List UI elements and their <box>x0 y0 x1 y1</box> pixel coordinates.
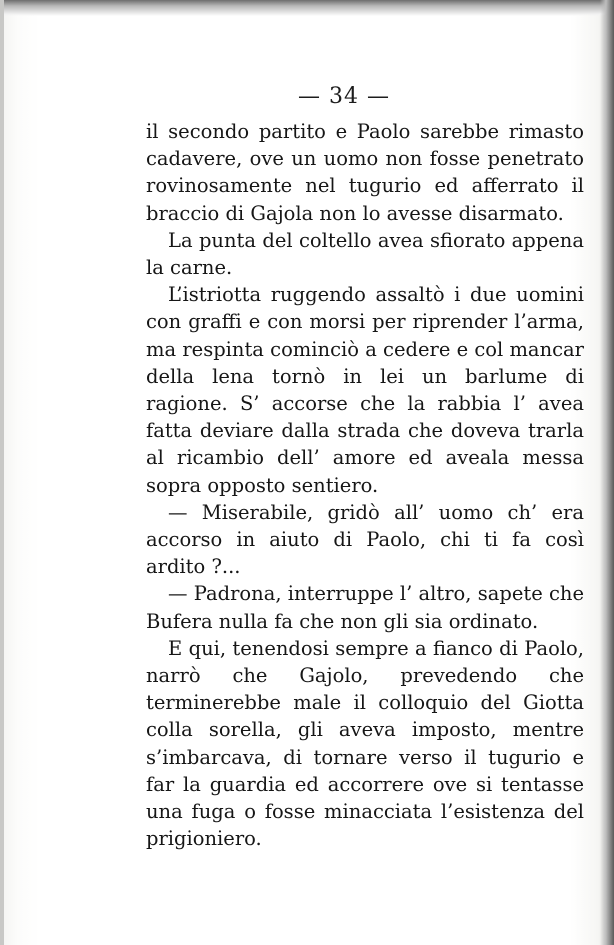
page-text-block <box>146 118 584 852</box>
page-number: — 34 — <box>298 84 390 109</box>
paragraph-4: — Miserabile, gridò all’ uomo ch’ era accorso in aiuto di Paolo, chi ti fa così ardito ?... <box>146 500 584 579</box>
page-left-edge <box>0 0 4 945</box>
paragraph-2: La punta del coltello avea sfiorato appena la carne. <box>146 228 584 280</box>
paragraph-1: il secondo partito e Paolo sarebbe rimasto cadavere, ove un uomo non fosse penetrato rovinosamente nel tugurio ed afferrato il braccio di Gajola non lo avesse disarmato. <box>146 120 584 225</box>
paragraph-6: E qui, tenendosi sempre a fianco di Paolo, narrò che Gajolo, prevedendo che terminerebbe male il colloquio del Giotta colla sorella, gli aveva imposto, mentre s’imbarcava, di tornare verso il tugurio e far la guardia ed accorrere ove si tentasse una fuga o fosse minacciata l’esistenza del prigioniero. <box>146 636 584 851</box>
page-top-shadow <box>0 0 614 16</box>
paragraph-3: L’istriotta ruggendo assaltò i due uomini con graffi e con morsi per riprender l’arma, ma respinta cominciò a cedere e col mancar della lena tornò in lei un barlume di ragione. S’ accorse che la rabbia l’ avea fatta deviare dalla strada che doveva trarla al ricambio dell’ amore ed aveala messa sopra opposto sentiero. <box>146 283 584 497</box>
paragraph-5: — Padrona, interruppe l’ altro, sapete che Bufera nulla fa che non gli sia ordinato. <box>146 582 584 633</box>
page-right-edge <box>600 0 614 945</box>
